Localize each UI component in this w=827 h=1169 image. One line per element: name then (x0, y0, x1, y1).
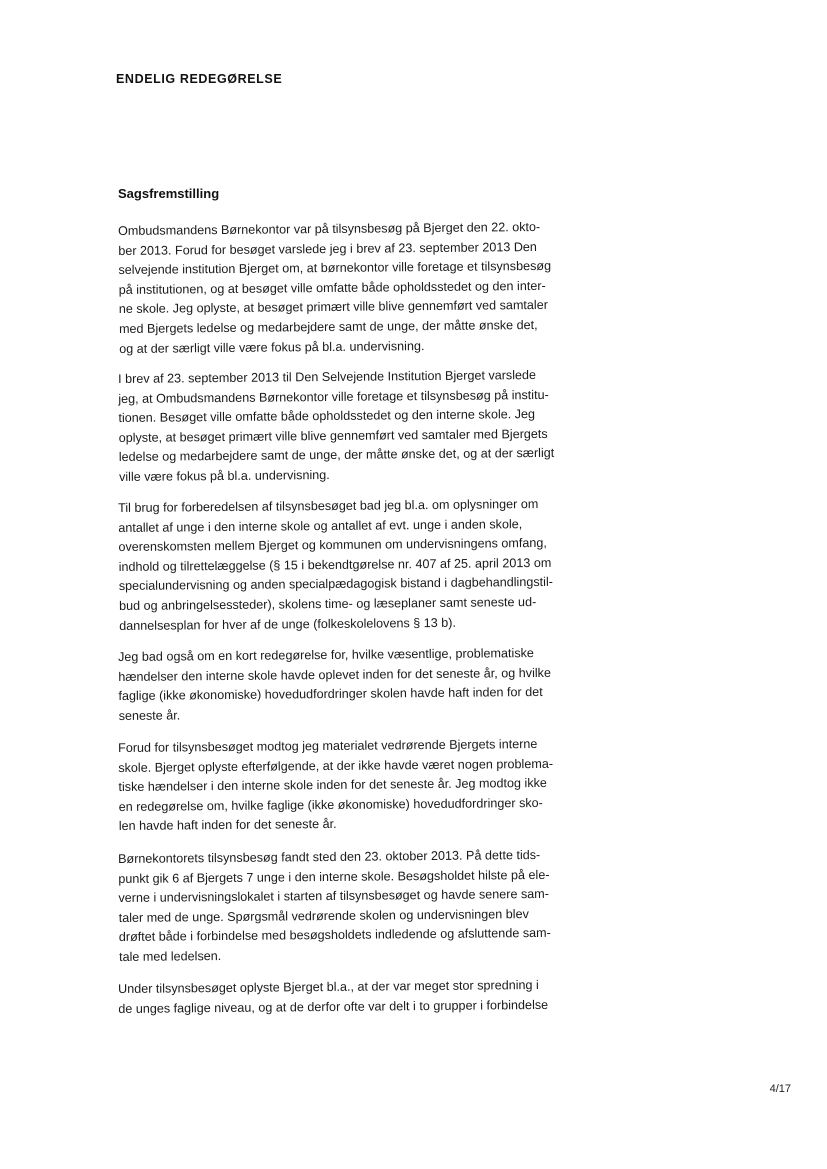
paragraph-line: og at der særligt ville være fokus på bl.a. undervisning. (119, 338, 425, 356)
paragraph-line: hændelser den interne skole havde oplevet inden for det seneste år, og hvilke (118, 665, 551, 684)
paragraph-line: drøftet både i forbindelse med besøgsholdets indledende og afsluttende sam- (118, 926, 551, 945)
paragraph-line: en redegørelse om, hvilke faglige (ikke økonomiske) hovedudfordringer sko- (118, 795, 543, 814)
paragraph-line: skole. Bjerget oplyste efterfølgende, at der ikke havde været nogen problema- (118, 756, 554, 775)
paragraph-line: tale med ledelsen. (118, 948, 222, 964)
paragraph-line: på institutionen, og at besøget ville omfatte både opholdsstedet og den inter- (118, 278, 546, 297)
paragraph-line: Jeg bad også om en kort redegørelse for, hvilke væsentlige, problematiske (118, 646, 534, 664)
paragraph-line: selvejende institution Bjerget om, at børnekontor ville foretage et tilsynsbesøg (118, 259, 552, 278)
paragraph-line: med Bjergets ledelse og medarbejdere samt de unge, der måtte ønske det, (118, 317, 538, 336)
paragraph-line: ville være fokus på bl.a. undervisning. (118, 467, 330, 484)
paragraph-5 (118, 734, 594, 837)
paragraph-line: Til brug for forberedelsen af tilsynsbesøget bad jeg bl.a. om oplysninger om (118, 496, 539, 515)
paragraph-7 (118, 975, 593, 1019)
paragraph-line: oplyste, at besøget primært ville blive gennemført ved samtaler med Bjergets (118, 426, 548, 445)
paragraph-line: tiske hændelser i den interne skole inden for det seneste år. Jeg modtog ikke (118, 776, 547, 795)
paragraph-line: punkt gik 6 af Bjergets 7 unge i den interne skole. Besøgsholdet hilste på ele- (118, 867, 550, 886)
paragraph-line: faglige (ikke økonomiske) hovedudfordringer skolen havde haft inden for det (118, 685, 543, 704)
paragraph-line: I brev af 23. september 2013 til Den Selvejende Institution Bjerget varslede (118, 367, 537, 386)
paragraph-line: specialundervisning og anden specialpædagogisk bistand i dagbehandlingstil- (118, 575, 553, 594)
paragraph-line: Ombudsmandens Børnekontor var på tilsynsbesøg på Bjerget den 22. okto- (118, 219, 541, 238)
paragraph-line: ber 2013. Forud for besøget varslede jeg i brev af 23. september 2013 Den (118, 239, 537, 258)
paragraph-line: taler med de unge. Spørgsmål vedrørende skolen og undervisningen blev (118, 906, 529, 925)
paragraph-line: tionen. Besøget ville omfatte både opholdsstedet og den interne skole. Jeg (118, 407, 536, 426)
paragraph-line: ne skole. Jeg oplyste, at besøget primært ville blive gennemført ved samtaler (118, 298, 548, 317)
paragraph-3 (118, 494, 594, 636)
paragraph-line: dannelsesplan for hver af de unge (folkeskolelovens § 13 b). (119, 615, 457, 633)
paragraph-2 (118, 365, 594, 487)
document-title: ENDELIG REDEGØRELSE (116, 72, 283, 86)
page-number: 4/17 (769, 1083, 791, 1095)
paragraph-6 (118, 845, 594, 967)
section-heading: Sagsfremstilling (118, 186, 220, 201)
paragraph-line: jeg, at Ombudsmandens Børnekontor ville foretage et tilsynsbesøg på institu- (118, 387, 549, 406)
paragraph-4 (118, 643, 594, 726)
paragraph-line: Forud for tilsynsbesøget modtog jeg materialet vedrørende Bjergets interne (118, 736, 538, 755)
paragraph-line: indhold og tilrettelæggelse (§ 15 i bekendtgørelse nr. 407 af 25. april 2013 om (118, 555, 552, 574)
paragraph-line: len havde haft inden for det seneste år. (118, 817, 337, 834)
paragraph-line: ledelse og medarbejdere samt de unge, der måtte ønske det, og at der særligt (118, 446, 555, 465)
paragraph-line: bud og anbringelsessteder), skolens time- og læseplaner samt seneste ud- (118, 594, 537, 613)
paragraph-line: overenskomsten mellem Bjerget og kommunen om undervisningens omfang, (118, 536, 547, 555)
paragraph-1 (118, 217, 594, 359)
paragraph-line: Under tilsynsbesøget oplyste Bjerget bl.a., at der var meget stor spredning i (118, 977, 539, 996)
paragraph-line: de unges faglige niveau, og at de derfor ofte var delt i to grupper i forbindelse (118, 997, 549, 1016)
paragraph-line: seneste år. (118, 708, 181, 723)
paragraph-line: Børnekontorets tilsynsbesøg fandt sted den 23. oktober 2013. På dette tids- (118, 847, 541, 866)
paragraph-line: antallet af unge i den interne skole og antallet af evt. unge i anden skole, (118, 516, 523, 535)
paragraph-line: verne i undervisningslokalet i starten af tilsynsbesøget og havde senere sam- (118, 887, 550, 906)
